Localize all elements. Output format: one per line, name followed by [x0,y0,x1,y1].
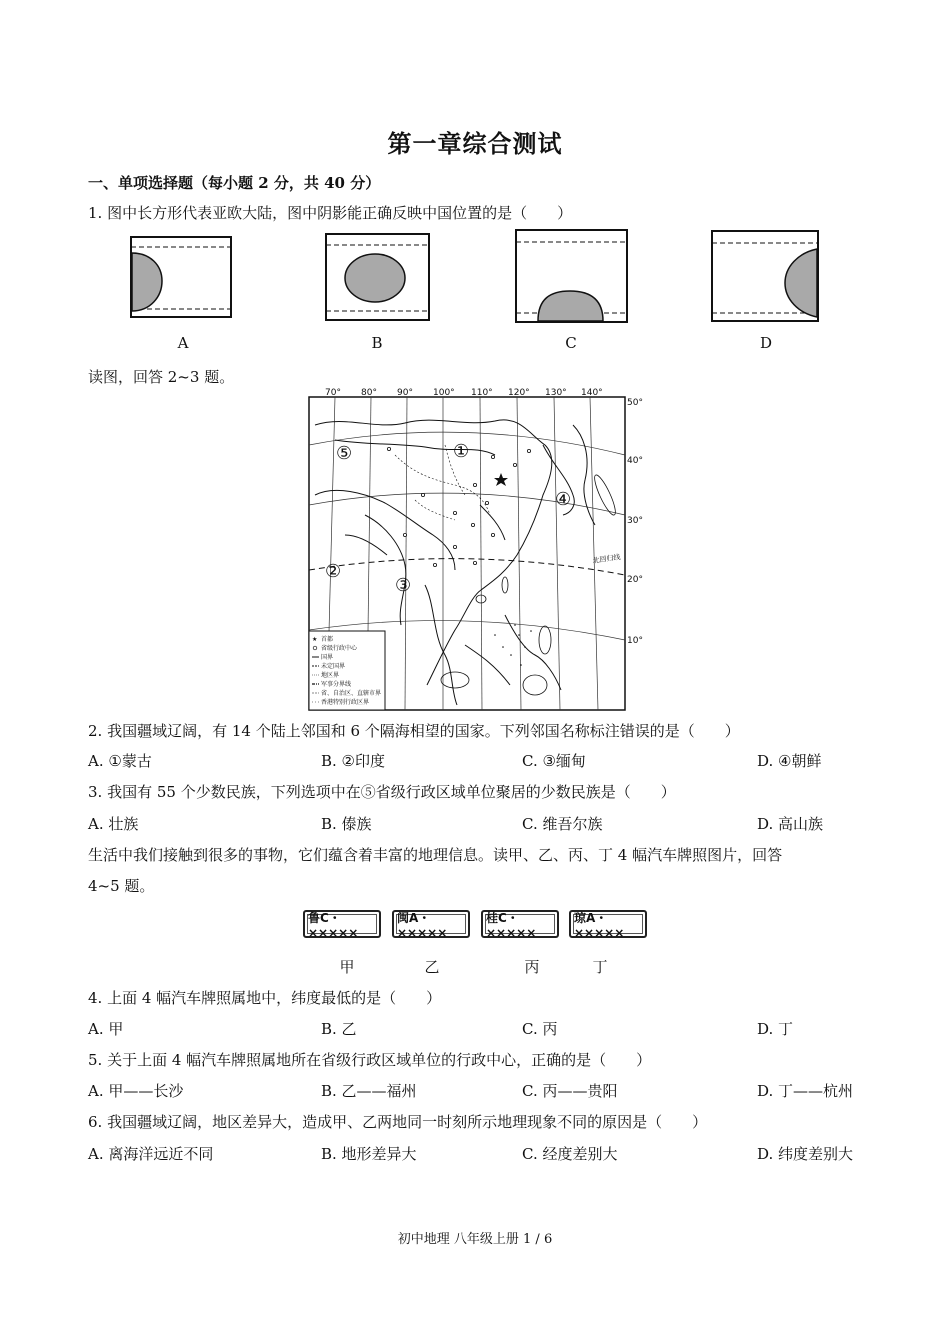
lon-label: 80° [361,388,377,398]
license-plate-yi: 闽A・××××× [392,910,470,938]
question-4-stem: 4. 上面 4 幅汽车牌照属地中，纬度最低的是（ ） [88,989,442,1007]
marker-4: ④ [555,489,572,510]
q2-option-b[interactable]: B. ②印度 [321,752,386,770]
diagram-d [712,231,818,321]
page-footer: 初中地理 八年级上册 1 / 6 [397,1232,553,1247]
q4-option-c[interactable]: C. 丙 [522,1020,558,1038]
legend-item: 首都 [321,636,334,643]
plate-label-ding: 丁 [592,958,608,976]
marker-5: ⑤ [336,443,353,464]
marker-3: ③ [395,575,412,596]
q3-option-c[interactable]: C. 维吾尔族 [522,815,603,833]
legend-item: 省、自治区、直辖市界 [321,690,382,697]
lon-label: 130° [545,388,567,398]
plate-label-jia: 甲 [339,958,355,976]
license-plate-bing: 桂C・××××× [481,910,559,938]
marker-1: ① [453,441,470,462]
q5-option-b[interactable]: B. 乙——福州 [321,1082,417,1100]
page-title: 第一章综合测试 [387,129,563,158]
q4-option-d[interactable]: D. 丁 [757,1020,794,1038]
diagram-c [516,230,627,322]
tropic-label: 北回归线 [592,553,622,565]
legend-item: 国界 [321,654,334,661]
legend-item: 省级行政中心 [321,645,358,652]
option-label-b: B [371,334,383,352]
plate-label-bing: 丙 [524,958,540,976]
q4-option-b[interactable]: B. 乙 [321,1020,357,1038]
question-6-stem: 6. 我国疆域辽阔，地区差异大，造成甲、乙两地同一时刻所示地理现象不同的原因是（ ） [88,1113,708,1131]
q6-option-c[interactable]: C. 经度差别大 [522,1145,618,1163]
legend-item: 香港特别行政区界 [321,699,370,706]
q2-option-d[interactable]: D. ④朝鲜 [757,752,822,770]
q2-option-a[interactable]: A. ①蒙古 [88,752,152,770]
plate-label-yi: 乙 [424,958,440,976]
q6-option-b[interactable]: B. 地形差异大 [321,1145,417,1163]
legend-item: 军事分界线 [321,681,352,688]
marker-2: ② [325,561,342,582]
lon-label: 100° [433,388,455,398]
lon-label: 120° [508,388,530,398]
legend-item: 未定国界 [321,663,346,670]
q1-diagrams [0,225,950,325]
question-5-stem: 5. 关于上面 4 幅汽车牌照属地所在省级行政区域单位的行政中心，正确的是（ ） [88,1051,652,1069]
q3-option-d[interactable]: D. 高山族 [757,815,824,833]
lat-label: 40° [627,456,643,466]
license-plate-ding: 琼A・××××× [569,910,647,938]
lon-label: 140° [581,388,603,398]
diagram-b [326,234,429,320]
lon-label: 90° [397,388,413,398]
read-map-instruction: 读图，回答 2~3 题。 [88,368,235,386]
q6-option-d[interactable]: D. 纬度差别大 [757,1145,854,1163]
lat-label: 30° [627,516,643,526]
option-label-a: A [177,334,189,352]
q6-option-a[interactable]: A. 离海洋远近不同 [88,1145,214,1163]
intro-4-5-line1: 生活中我们接触到很多的事物，它们蕴含着丰富的地理信息。读甲、乙、丙、丁 4 幅汽车牌照图片，回答 [88,846,783,864]
q2-option-c[interactable]: C. ③缅甸 [522,752,586,770]
option-label-c: C [565,334,577,352]
section-heading: 一、单项选择题（每小题 2 分，共 40 分） [88,174,381,192]
q3-option-a[interactable]: A. 壮族 [88,815,139,833]
q5-option-d[interactable]: D. 丁——杭州 [757,1082,854,1100]
lon-label: 110° [471,388,493,398]
intro-4-5-line2: 4~5 题。 [88,877,155,895]
q5-option-a[interactable]: A. 甲——长沙 [88,1082,184,1100]
lat-label: 10° [627,636,643,646]
asia-map [305,385,650,713]
question-2-stem: 2. 我国疆域辽阔，有 14 个陆上邻国和 6 个隔海相望的国家。下列邻国名称标注错误的是（ ） [88,722,740,740]
lat-label: 20° [627,575,643,585]
lat-label: 50° [627,398,643,408]
license-plate-jia: 鲁C・××××× [303,910,381,938]
svg-text:★: ★ [312,636,318,643]
q3-option-b[interactable]: B. 傣族 [321,815,372,833]
question-3-stem: 3. 我国有 55 个少数民族，下列选项中在⑤省级行政区域单位聚居的少数民族是（ ） [88,783,676,801]
q4-option-a[interactable]: A. 甲 [88,1020,124,1038]
legend-item: 地区界 [321,672,340,679]
question-1-stem: 1. 图中长方形代表亚欧大陆，图中阴影能正确反映中国位置的是（ ） [88,204,573,222]
option-label-d: D [759,334,773,352]
diagram-a [131,237,231,317]
q5-option-c[interactable]: C. 丙——贵阳 [522,1082,618,1100]
lon-label: 70° [325,388,341,398]
